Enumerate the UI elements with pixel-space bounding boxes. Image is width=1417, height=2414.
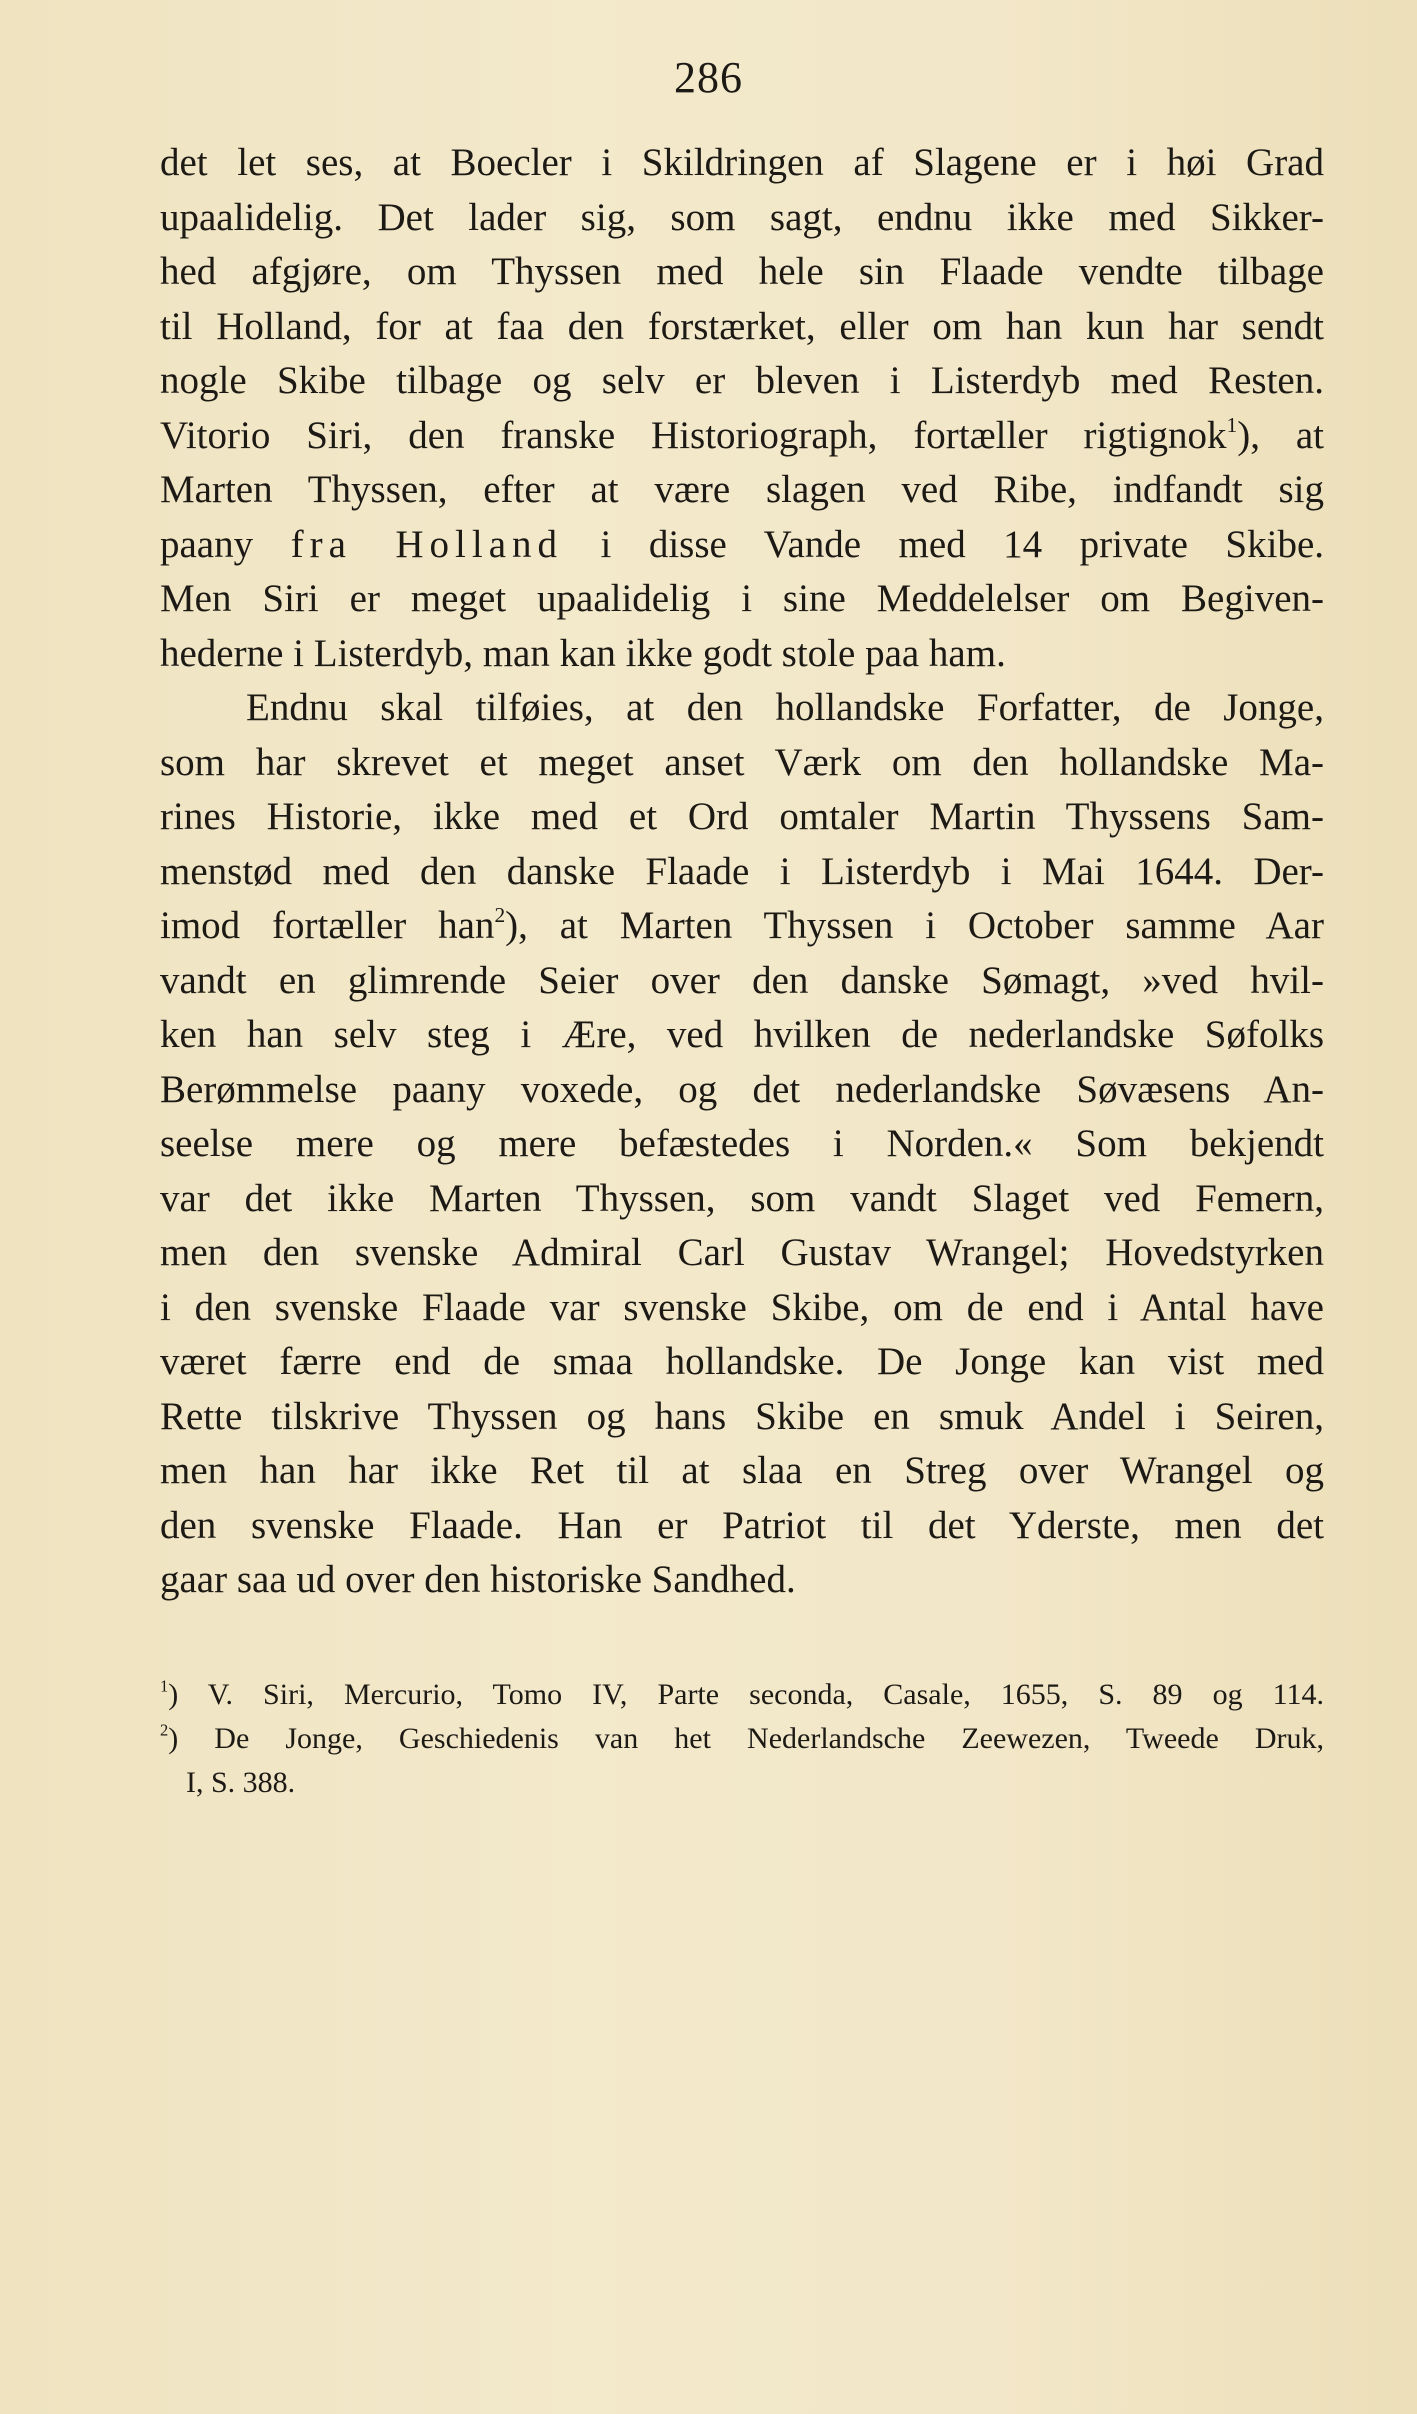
footnote-2-continuation (160, 1761, 1324, 1805)
text-segment: imod fortæller han (160, 904, 495, 947)
text-line: rines Historie, ikke med et Ord omtaler Martin Thyssens Sam- (160, 795, 1324, 838)
text-line: Marten Thyssen, efter at være slagen ved Ribe, indfandt sig (160, 468, 1324, 511)
footnote-ref-1: 1 (1226, 412, 1238, 437)
footnote-1 (160, 1673, 1324, 1717)
text-line: været færre end de smaa hollandske. De Jonge kan vist med (160, 1340, 1324, 1383)
text-line: i den svenske Flaade var svenske Skibe, om de end i Antal have (160, 1285, 1324, 1329)
text-line: Men Siri er meget upaalidelig i sine Meddelelser om Begiven- (160, 577, 1324, 620)
text-segment: ), at Marten Thyssen i October samme Aar (505, 904, 1324, 947)
footnote-2 (160, 1717, 1324, 1761)
letterspaced-emphasis: fra Holland (290, 522, 564, 566)
footnote-ref-2: 2 (494, 902, 506, 927)
footnote-marker: 1 (160, 1676, 169, 1696)
text-line: seelse mere og mere befæstedes i Norden.« Som bekjendt (160, 1122, 1324, 1165)
text-line: til Holland, for at faa den forstærket, eller om han kun har sendt (160, 304, 1324, 348)
text-line: hed afgjøre, om Thyssen med hele sin Flaade vendte tilbage (160, 250, 1324, 293)
text-line: Rette tilskrive Thyssen og hans Skibe en smuk Andel i Seiren, (160, 1394, 1324, 1438)
text-segment: Vitorio Siri, den franske Historiograph, fortæller rigtignok (160, 413, 1227, 457)
text-line: var det ikke Marten Thyssen, som vandt Slaget ved Femern, (160, 1176, 1324, 1220)
text-line: upaalidelig. Det lader sig, som sagt, endnu ikke med Sikker- (160, 195, 1324, 239)
text-line: nogle Skibe tilbage og selv er bleven i Listerdyb med Resten. (160, 359, 1324, 402)
footnote-text: I, S. 388. (186, 1766, 296, 1799)
text-line: som har skrevet et meget anset Værk om den hollandske Ma- (160, 740, 1324, 784)
text-segment: i disse Vande med 14 private Skibe. (563, 522, 1324, 566)
footnote-text: ) V. Siri, Mercurio, Tomo IV, Parte seconda, Casale, 1655, S. 89 og 114. (168, 1678, 1324, 1711)
page-number: 286 (674, 53, 743, 102)
text-line-with-spaced-text (160, 518, 1324, 573)
paragraph-first-line: Endnu skal tilføies, at den hollandske Forfatter, de Jonge, (246, 686, 1324, 729)
footnotes (160, 1673, 1324, 1805)
text-line: Berømmelse paany voxede, og det nederlandske Søvæsens An- (160, 1067, 1324, 1111)
text-line: den svenske Flaade. Han er Patriot til det Yderste, men det (160, 1503, 1324, 1547)
text-line: ken han selv steg i Ære, ved hvilken de nederlandske Søfolks (160, 1013, 1324, 1056)
text-line-with-footnote-ref (160, 899, 1324, 954)
paragraph-end-line: gaar saa ud over den historiske Sandhed. (160, 1558, 796, 1601)
text-line: vandt en glimrende Seier over den danske Sømagt, »ved hvil- (160, 958, 1324, 1002)
text-line-with-footnote-ref (160, 409, 1324, 464)
text-segment: ), at (1237, 413, 1324, 457)
text-line: men den svenske Admiral Carl Gustav Wrangel; Hovedstyrken (160, 1231, 1324, 1274)
text-line: men han har ikke Ret til at slaa en Streg over Wrangel og (160, 1449, 1324, 1492)
footnote-marker: 2 (160, 1720, 169, 1740)
body-text (160, 136, 1324, 1608)
paragraph-end-line: hederne i Listerdyb, man kan ikke godt stole paa ham. (160, 631, 1006, 675)
text-segment: paany (160, 522, 291, 566)
text-line: menstød med den danske Flaade i Listerdyb i Mai 1644. Der- (160, 849, 1324, 893)
text-line: det let ses, at Boecler i Skildringen af Slagene er i høi Grad (160, 141, 1324, 184)
footnote-text: ) De Jonge, Geschiedenis van het Nederlandsche Zeewezen, Tweede Druk, (168, 1722, 1324, 1755)
